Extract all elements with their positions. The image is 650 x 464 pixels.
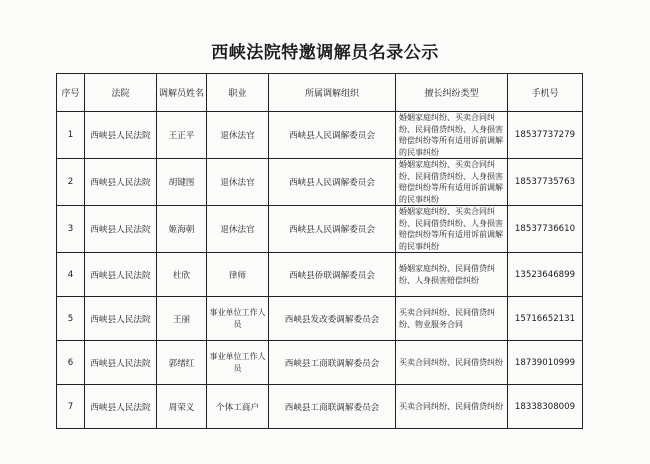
cell-org: 西峡县侨联调解委员会 [269, 253, 396, 297]
cell-phone: 18537735763 [508, 159, 583, 206]
cell-name: 周荣义 [157, 385, 207, 429]
cell-org: 西峡县工商联调解委员会 [269, 341, 396, 385]
cell-job: 事业单位工作人员 [207, 297, 269, 341]
cell-org: 西峡县人民调解委员会 [269, 112, 396, 159]
table-row [57, 341, 583, 385]
cell-phone: 15716652131 [508, 297, 583, 341]
cell-name: 王正平 [157, 112, 207, 159]
page-title: 西峡法院特邀调解员名录公示 [211, 43, 439, 63]
cell-no: 4 [57, 253, 85, 297]
cell-job: 退休法官 [207, 112, 269, 159]
cell-phone: 18739010999 [508, 341, 583, 385]
cell-org: 西峡县发改委调解委员会 [269, 297, 396, 341]
cell-org: 西峡县工商联调解委员会 [269, 385, 396, 429]
cell-job: 退休法官 [207, 159, 269, 206]
cell-name: 王丽 [157, 297, 207, 341]
cell-types: 买卖合同纠纷、民间借贷纠纷、物业服务合同 [396, 297, 508, 341]
cell-no: 1 [57, 112, 85, 159]
header-no: 序号 [57, 74, 85, 112]
cell-court: 西峡县人民法院 [85, 341, 157, 385]
table-row [57, 112, 583, 159]
table-row [57, 206, 583, 253]
cell-phone: 18537736610 [508, 206, 583, 253]
table-header-row [57, 74, 583, 112]
cell-no: 5 [57, 297, 85, 341]
cell-no: 7 [57, 385, 85, 429]
cell-court: 西峡县人民法院 [85, 253, 157, 297]
cell-court: 西峡县人民法院 [85, 385, 157, 429]
cell-no: 3 [57, 206, 85, 253]
cell-court: 西峡县人民法院 [85, 297, 157, 341]
header-job: 职业 [207, 74, 269, 112]
table-row [57, 297, 583, 341]
cell-types: 婚姻家庭纠纷、买卖合同纠纷、民间借贷纠纷、人身损害赔偿纠纷等所有适用诉前调解的民事纠纷 [396, 112, 508, 159]
header-org: 所属调解组织 [269, 74, 396, 112]
cell-job: 律师 [207, 253, 269, 297]
cell-types: 买卖合同纠纷、民间借贷纠纷 [396, 341, 508, 385]
cell-org: 西峡县人民调解委员会 [269, 206, 396, 253]
header-types: 擅长纠纷类型 [396, 74, 508, 112]
cell-no: 2 [57, 159, 85, 206]
cell-org: 西峡县人民调解委员会 [269, 159, 396, 206]
cell-phone: 18338308009 [508, 385, 583, 429]
cell-court: 西峡县人民法院 [85, 159, 157, 206]
cell-job: 事业单位工作人员 [207, 341, 269, 385]
header-court: 法院 [85, 74, 157, 112]
table-row [57, 385, 583, 429]
cell-phone: 18537737279 [508, 112, 583, 159]
cell-name: 姬海朝 [157, 206, 207, 253]
table-row [57, 253, 583, 297]
cell-name: 郭绪红 [157, 341, 207, 385]
mediator-table [56, 73, 583, 429]
cell-no: 6 [57, 341, 85, 385]
cell-phone: 13523646899 [508, 253, 583, 297]
cell-name: 杜欣 [157, 253, 207, 297]
cell-types: 婚姻家庭纠纷、买卖合同纠纷、民间借贷纠纷、人身损害赔偿纠纷等所有适用诉前调解的民事纠纷 [396, 159, 508, 206]
table-row [57, 159, 583, 206]
header-phone: 手机号 [508, 74, 583, 112]
cell-job: 退休法官 [207, 206, 269, 253]
cell-types: 买卖合同纠纷、民间借贷纠纷 [396, 385, 508, 429]
cell-name: 胡键图 [157, 159, 207, 206]
header-name: 调解员姓名 [157, 74, 207, 112]
cell-court: 西峡县人民法院 [85, 112, 157, 159]
cell-types: 婚姻家庭纠纷、民间借贷纠纷、人身损害赔偿纠纷 [396, 253, 508, 297]
cell-job: 个体工商户 [207, 385, 269, 429]
cell-court: 西峡县人民法院 [85, 206, 157, 253]
cell-types: 婚姻家庭纠纷、买卖合同纠纷、民间借贷纠纷、人身损害赔偿纠纷等所有适用诉前调解的民事纠纷 [396, 206, 508, 253]
